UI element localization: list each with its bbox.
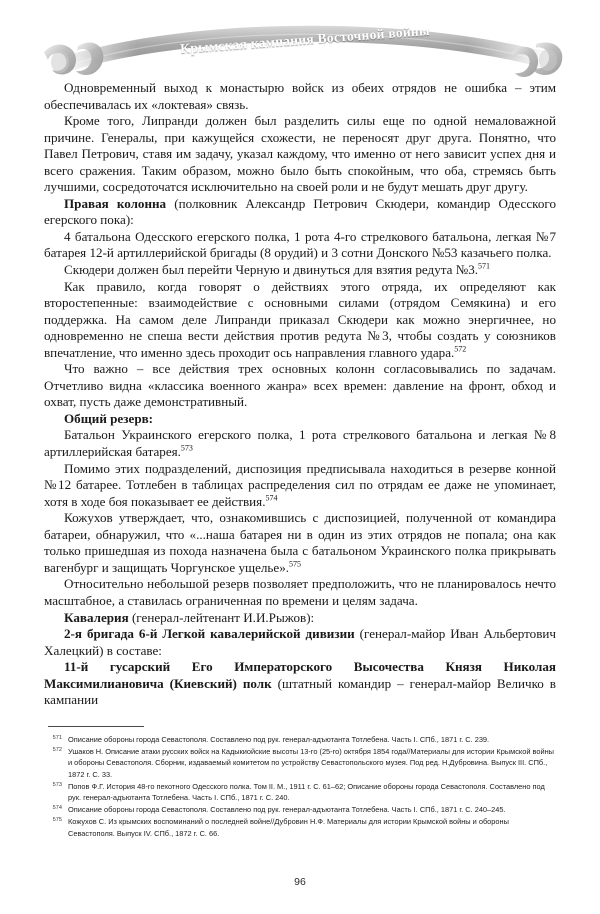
paragraph-text: (генерал-лейтенант И.И.Рыжов):: [128, 609, 315, 625]
footnote-entry: [44, 734, 556, 745]
footnote-number: 571: [52, 735, 62, 741]
page-body-text: [44, 80, 556, 709]
paragraph-obshchiy-rezerv-heading: [44, 411, 556, 428]
paragraph-skyuderi-zadacha: [44, 262, 556, 279]
paragraph-text: Скюдери должен был перейти Черную и двинуться для взятия редута №3.: [64, 262, 479, 278]
footnote-ref-571[interactable]: 571: [478, 261, 491, 271]
paragraph-text: Что важно – все действия трех основных колонн согласовывались по задачам. Отчетливо видна «классика военного жанра» всех времен: давление на фронт, обход и охват, пусть даже демонстративный.: [44, 361, 556, 410]
paragraph-sostav-pravoy: [44, 229, 556, 262]
paragraph-text: Одновременный выход к монастырю войск из обеих отрядов не ошибка – этим обеспечивалась их «локтевая» связь.: [44, 80, 556, 112]
footnote-separator-rule: [48, 726, 144, 727]
footnote-entry: [44, 746, 556, 780]
paragraph-pravaya-kolonna: [44, 196, 556, 229]
footnote-entry: [44, 781, 556, 803]
paragraph-krome-togo: [44, 113, 556, 196]
paragraph-kozhuhov: [44, 510, 556, 576]
paragraph-text: Относительно небольшой резерв позволяет предположить, что не планировалось нечто масштабное, а ставилась ограниченная по времени и целям задача.: [44, 576, 556, 608]
paragraph-kavaleriya: [44, 610, 556, 627]
page-header-banner: [0, 18, 600, 80]
paragraph-text: Кожухов утверждает, что, ознакомившись с диспозицией, полученной от командира батареи, обнаружил, что «...наша батарея ни в один из этих отрядов не попала; она как только пришедшая из похода назначена была с батальоном Украинского полка прикрывать вагенбург и защищать Чоргунское ущелье».: [44, 510, 556, 575]
scroll-curl-left-icon: [44, 43, 103, 75]
footnote-entry: [44, 804, 556, 815]
paragraph-text: (полковник Александр Петрович Скюдери, командир Одесского егерского пока):: [44, 195, 556, 228]
paragraph-sostav-rezerva: [44, 427, 556, 460]
footnote-number: 573: [52, 781, 62, 788]
footnote-number: 572: [52, 747, 62, 754]
page-number: 96: [294, 876, 306, 888]
footnote-number: 574: [52, 805, 62, 812]
footnote-text: Описание обороны города Севастополя. Составлено под рук. генерал-адъютанта Тотлебена. Часть I. СПб., 1871 г. С. 239.: [68, 735, 490, 744]
heading-pravaya-kolonna: Правая колонна: [64, 195, 167, 211]
footnote-ref-573[interactable]: 573: [180, 443, 193, 453]
paragraph-chto-vazhno: [44, 361, 556, 411]
paragraph-brigada: [44, 626, 556, 659]
banner-title: Крымская кампания Восточной войны: [179, 22, 431, 57]
footnote-entry: [44, 816, 556, 838]
paragraph-text: Кроме того, Липранди должен был разделить силы еще по одной немаловажной причине. Генералы, при кажущейся схожести, не переносят друг друга. Понятно, что Павел Петрович, ставя им задачу, указал каждому, что именно от него зависит успех дня и всего сражения. Таким образом, можно было быть спокойным, что оба, стремясь быть лучшими, сосредоточатся исключительно на своей роли и не будут мешать друг другу.: [44, 113, 556, 195]
paragraph-text: Батальон Украинского егерского полка, 1 рота стрелкового батальона и легкая №8 артиллерийская батарея.: [44, 427, 556, 460]
footnote-number: 575: [52, 817, 62, 824]
heading-kavaleriya: Кавалерия: [64, 609, 129, 625]
heading-obshchiy-rezerv: Общий резерв:: [64, 410, 154, 426]
footnote-text: Кожухов С. Из крымских воспоминаний о последней войне//Дубровин Н.Ф. Материалы для истории Крымской войны и обороны Севастополя. Выпуск IV. СПб., 1872 г. С. 66.: [68, 817, 509, 838]
footnote-ref-572[interactable]: 572: [454, 344, 467, 354]
paragraph-text: Как правило, когда говорят о действиях этого отряда, их определяют как второстепенные: взаимодействие с основными силами (отрядом Семякина) и его поддержка. На самом деле Липранди приказал Скюдери как можно энергичнее, но одновременно не спеша вести действия против редута №3, чтобы создать у союзников впечатление, что именно здесь проходит ось направления главного удара.: [44, 278, 556, 360]
paragraph-gusarskiy: [44, 659, 556, 709]
paragraph-otnositelno: [44, 576, 556, 609]
footnote-text: Описание обороны города Севастополя. Составлено под рук. генерал-адъютанта Тотлебена. Часть I. СПб., 1871 г. С. 240–245.: [68, 805, 506, 815]
paragraph-odnovremennyy: [44, 80, 556, 113]
ribbon-band: [60, 26, 545, 74]
paragraph-text: (штатный командир – генерал-майор Величко в кампании: [44, 675, 556, 708]
footnotes-section: [44, 726, 556, 840]
paragraph-text: (генерал-майор Иван Альбертович Халецкий) в составе:: [44, 626, 556, 658]
footnote-ref-575[interactable]: 575: [289, 559, 302, 569]
paragraph-text: 4 батальона Одесского егерского полка, 1 рота 4-го стрелкового батальона, легкая №7 батарея 12-й артиллерийской бригады (8 орудий) и 3 сотни Донского №53 казачьего полка.: [44, 228, 556, 261]
footnote-ref-574[interactable]: 574: [265, 493, 278, 503]
paragraph-text: Помимо этих подразделений, диспозиция предписывала находиться в резерве конной №12 батарее. Тотлебен в таблицах распределения сил по отрядам ее даже не упоминает, хотя в ходе боя показывает ее действия.: [44, 460, 556, 509]
paragraph-kak-pravilo: [44, 279, 556, 362]
heading-gusarskiy-polk: 11-й гусарский Его Императорского Высочества Князя Николая Максимилиановича (Киевский) полк: [44, 659, 556, 691]
footnote-text: Ушаков Н. Описание атаки русских войск на Кадыкиойские высоты 13-го (25-го) октября 1854 года//Материалы для истории Крымской войны и обороны Севастополя. Сборник, издаваемый комитетом по устройству Севастопольского музея. Под ред. Н.Дубровина. Выпуск III. СПб., 1872 г. С. 33.: [68, 747, 554, 779]
heading-brigada: 2-я бригада 6-й Легкой кавалерийской дивизии: [64, 626, 355, 642]
paragraph-pomimo: [44, 461, 556, 511]
footnote-text: Попов Ф.Г. История 48-го пехотного Одесского полка. Том II. М., 1911 г. С. 61–62; Описание обороны города Севастополя. Составлено под рук. генерал-адъютанта Тотлебена. Часть I. СПб., 1871 г. С. 240.: [68, 781, 545, 803]
